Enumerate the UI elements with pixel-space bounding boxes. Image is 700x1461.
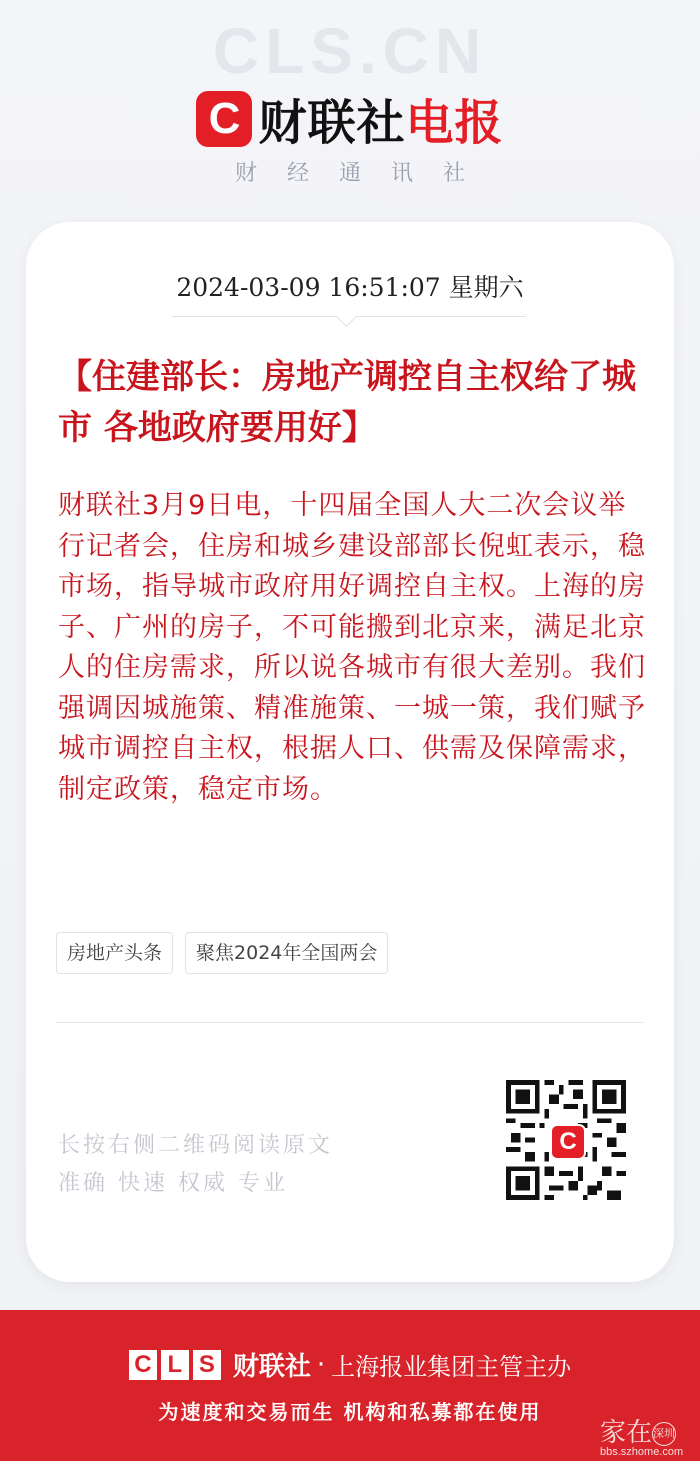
logo-letter: C <box>208 93 241 143</box>
brand-name-accent: 电报 <box>405 95 504 151</box>
footer-brand-name: 财联社 <box>232 1352 311 1382</box>
cls-letter-s: S <box>193 1350 221 1380</box>
site-watermark-text: 家在 <box>600 1418 653 1448</box>
site-watermark <box>600 1412 676 1449</box>
footer-brand-row <box>0 1346 700 1383</box>
cls-logo-icon <box>196 91 252 147</box>
news-headline: 【住建部长：房地产调控自主权给了城市 各地政府要用好】 <box>58 357 636 448</box>
tag-real-estate[interactable]: 房地产头条 <box>56 932 173 974</box>
qr-hint: 长按右侧二维码阅读原文 <box>58 1133 334 1158</box>
brand-name: 财联社 <box>258 95 406 151</box>
publish-datetime: 2024-03-09 16:51:07 星期六 <box>176 273 524 302</box>
tag-list <box>56 932 388 974</box>
qr-logo-icon <box>550 1124 586 1160</box>
qr-logo-letter: C <box>559 1128 577 1155</box>
footer-org: 上海报业集团主管主办 <box>331 1353 572 1381</box>
cls-letter-l: L <box>161 1350 189 1380</box>
footer-dot: · <box>316 1349 326 1380</box>
section-divider <box>56 1022 644 1023</box>
tag-two-sessions[interactable]: 聚焦2024年全国两会 <box>185 932 388 974</box>
cls-letter-c: C <box>129 1350 157 1380</box>
footer-slogan: 为速度和交易而生 机构和私募都在使用 <box>158 1400 542 1424</box>
news-body: 财联社3月9日电，十四届全国人大二次会议举行记者会，住房和城乡建设部部长倪虹表示，稳市场，指导城市政府用好调控自主权。上海的房子、广州的房子，不可能搬到北京来，满足北京人的住房需求，所以说各城市有很大差别。我们强调因城施策、精准施策、一城一策，我们赋予城市调控自主权，根据人口、供需及保障需求，制定政策，稳定市场。 <box>58 490 646 805</box>
brand-header <box>0 84 700 153</box>
slogan-hint: 准确 快速 权威 专业 <box>58 1171 288 1196</box>
brand-subtitle: 财经通讯社 <box>234 161 495 186</box>
site-watermark-badge: 深圳 <box>652 1422 676 1446</box>
footer-banner <box>0 1310 700 1461</box>
cls-watermark: CLS.CN <box>212 15 488 87</box>
site-watermark-url: bbs.szhome.com <box>600 1446 684 1458</box>
